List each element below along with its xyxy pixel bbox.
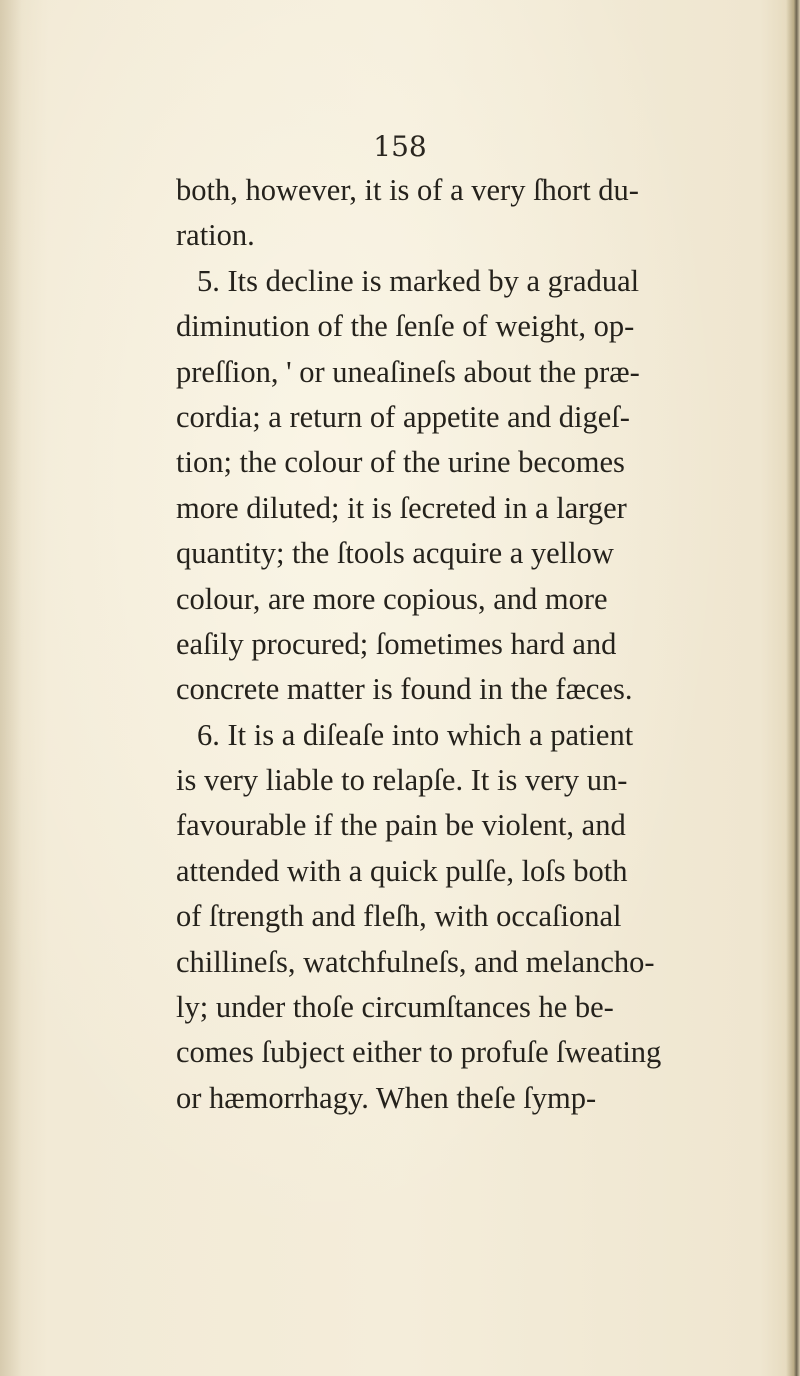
- body-text: [176, 168, 736, 1121]
- page-edge: [786, 0, 800, 1376]
- page-number: 158: [373, 130, 427, 163]
- text-line: is very liable to relapſe. It is very un-: [176, 763, 628, 798]
- text-line: or hæmorrhagy. When theſe ſymp-: [176, 1080, 597, 1115]
- text-line: favourable if the pain be violent, and: [176, 808, 626, 843]
- text-line: colour, are more copious, and more: [176, 581, 608, 616]
- text-line-paragraph-5: 5. Its decline is marked by a gradual: [197, 263, 640, 298]
- text-line: attended with a quick pulſe, loſs both: [176, 853, 628, 888]
- text-line: comes ſubject either to profuſe ſweating: [176, 1035, 662, 1070]
- text-line: tion; the colour of the urine becomes: [176, 445, 625, 480]
- text-line-paragraph-6: 6. It is a diſeaſe into which a patient: [197, 717, 634, 752]
- text-line: eaſily procured; ſometimes hard and: [176, 626, 617, 661]
- text-line: quantity; the ſtools acquire a yellow: [176, 536, 614, 571]
- text-line: preſſion, ' or uneaſineſs about the præ-: [176, 354, 640, 389]
- text-line: cordia; a return of appetite and digeſ-: [176, 399, 630, 434]
- text-line: ly; under thoſe circumſtances he be-: [176, 990, 614, 1025]
- text-line: diminution of the ſenſe of weight, op-: [176, 309, 635, 344]
- text-line: concrete matter is found in the fæces.: [176, 672, 633, 707]
- text-line: chillineſs, watchfulneſs, and melancho-: [176, 944, 655, 979]
- text-line: ration.: [176, 218, 255, 253]
- binding-gutter-shadow: [0, 0, 22, 1376]
- text-line: of ſtrength and fleſh, with occaſional: [176, 899, 622, 934]
- text-line: more diluted; it is ſecreted in a larger: [176, 490, 627, 525]
- text-line: both, however, it is of a very ſhort du-: [176, 173, 639, 207]
